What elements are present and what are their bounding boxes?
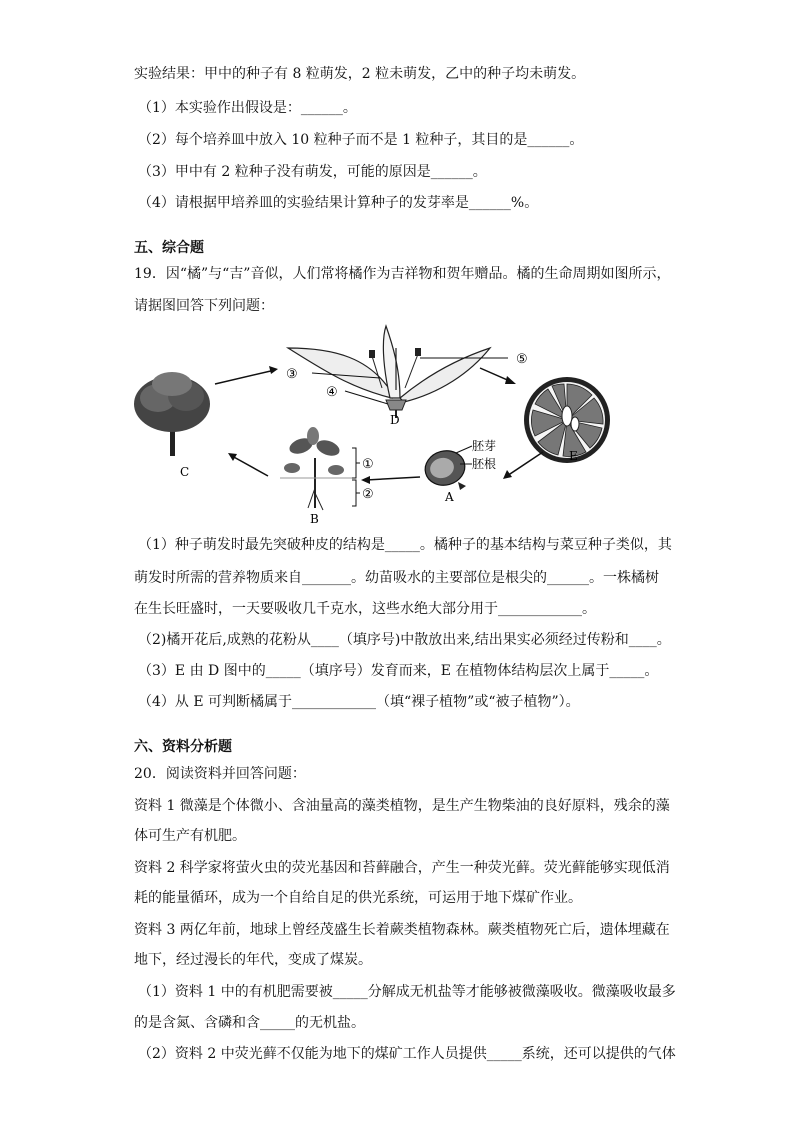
question-18-3: （3）甲中有 2 粒种子没有萌发，可能的原因是______。 <box>138 164 487 180</box>
question-18-1: （1）本实验作出假设是：______。 <box>138 100 357 116</box>
question-18-4: （4）请根据甲培养皿的实验结果计算种子的发芽率是______%。 <box>138 195 539 211</box>
arrow-head <box>269 366 278 374</box>
question-19-1-c: 在生长旺盛时，一天要吸收几千克水，这些水绝大部分用于____________。 <box>134 601 596 617</box>
arrow-a-to-b <box>366 477 420 480</box>
fruit-cross-section <box>524 377 610 463</box>
arrow-c-to-d <box>215 370 275 384</box>
question-20-1-a: （1）资料 1 中的有机肥需要被_____分解成无机盐等才能够被微藻吸收。微藻吸收最多 <box>138 984 676 1000</box>
pointer-peiya <box>456 446 472 453</box>
label-d: D <box>390 413 400 427</box>
label-peiya: 胚芽 <box>472 439 497 453</box>
question-20-1-b: 的是含氮、含磷和含_____的无机盐。 <box>134 1015 365 1031</box>
question-19-1-b: 萌发时所需的营养物质来自_______。幼苗吸水的主要部位是根尖的______。一株橘树 <box>134 570 659 586</box>
orange-life-cycle-diagram <box>120 318 620 528</box>
label-circle-3: ③ <box>286 367 298 382</box>
arrow-head <box>503 470 512 479</box>
arrow-head <box>361 476 370 484</box>
question-19-stem-1: 19．因“橘”与“吉”音似，人们常将橘作为吉祥物和贺年赠品。橘的生命周期如图所示， <box>134 266 671 282</box>
arrow-head <box>505 376 516 384</box>
question-19-4: （4）从 E 可判断橘属于____________（填“裸子植物”或“被子植物”）。 <box>138 694 580 710</box>
material-3-a: 资料 3 两亿年前，地球上曾经茂盛生长着蕨类植物森林。蕨类植物死亡后，遗体埋藏在 <box>134 922 670 938</box>
label-a: A <box>445 490 454 504</box>
material-1-b: 体可生产有机肥。 <box>134 828 246 844</box>
label-b: B <box>310 512 319 526</box>
question-18-2: （2）每个培养皿中放入 10 粒种子而不是 1 粒种子，其目的是______。 <box>138 132 584 148</box>
label-circle-1: ① <box>362 457 374 472</box>
question-20-stem: 20．阅读资料并回答问题： <box>134 766 306 782</box>
seed-figure <box>421 446 468 490</box>
material-2-b: 耗的能量循环，成为一个自给自足的供光系统，可运用于地下煤矿作业。 <box>134 890 582 906</box>
question-20-2: （2）资料 2 中荧光藓不仅能为地下的煤矿工作人员提供_____系统，还可以提供的气体 <box>138 1046 676 1062</box>
experiment-result: 实验结果：甲中的种子有 8 粒萌发，2 粒未萌发，乙中的种子均未萌发。 <box>134 66 586 82</box>
label-peigen: 胚根 <box>472 457 497 471</box>
label-c: C <box>180 465 190 479</box>
arrow-e-to-a <box>507 452 543 476</box>
question-19-2: （2)橘开花后,成熟的花粉从____（填序号)中散放出来,结出果实必须经过传粉和____。 <box>138 632 671 648</box>
tree-figure <box>134 372 210 456</box>
label-e: E <box>569 449 578 463</box>
label-circle-2: ② <box>362 487 374 502</box>
flower-figure <box>288 326 490 418</box>
question-19-stem-2: 请据图回答下列问题： <box>134 298 274 314</box>
section-five-heading: 五、综合题 <box>134 240 204 256</box>
section-six-heading: 六、资料分析题 <box>134 739 232 755</box>
seedling-figure <box>280 427 352 510</box>
question-19-3: （3）E 由 D 图中的_____（填序号）发育而来，E 在植物体结构层次上属于_____。 <box>138 663 659 679</box>
material-3-b: 地下，经过漫长的年代，变成了煤炭。 <box>134 952 372 968</box>
bracket-1 <box>352 448 360 478</box>
bracket-2 <box>352 480 360 506</box>
label-circle-4: ④ <box>326 385 338 400</box>
material-1-a: 资料 1 微藻是个体微小、含油量高的藻类植物，是生产生物柴油的良好原料，残余的藻 <box>134 798 670 814</box>
label-circle-5: ⑤ <box>516 352 528 367</box>
question-19-1-a: （1）种子萌发时最先突破种皮的结构是_____。橘种子的基本结构与菜豆种子类似，其 <box>138 537 672 553</box>
material-2-a: 资料 2 科学家将萤火虫的荧光基因和苔藓融合，产生一种荧光藓。荧光藓能够实现低消 <box>134 860 670 876</box>
arrow-b-to-c <box>232 456 268 476</box>
arrow-head <box>228 453 237 461</box>
